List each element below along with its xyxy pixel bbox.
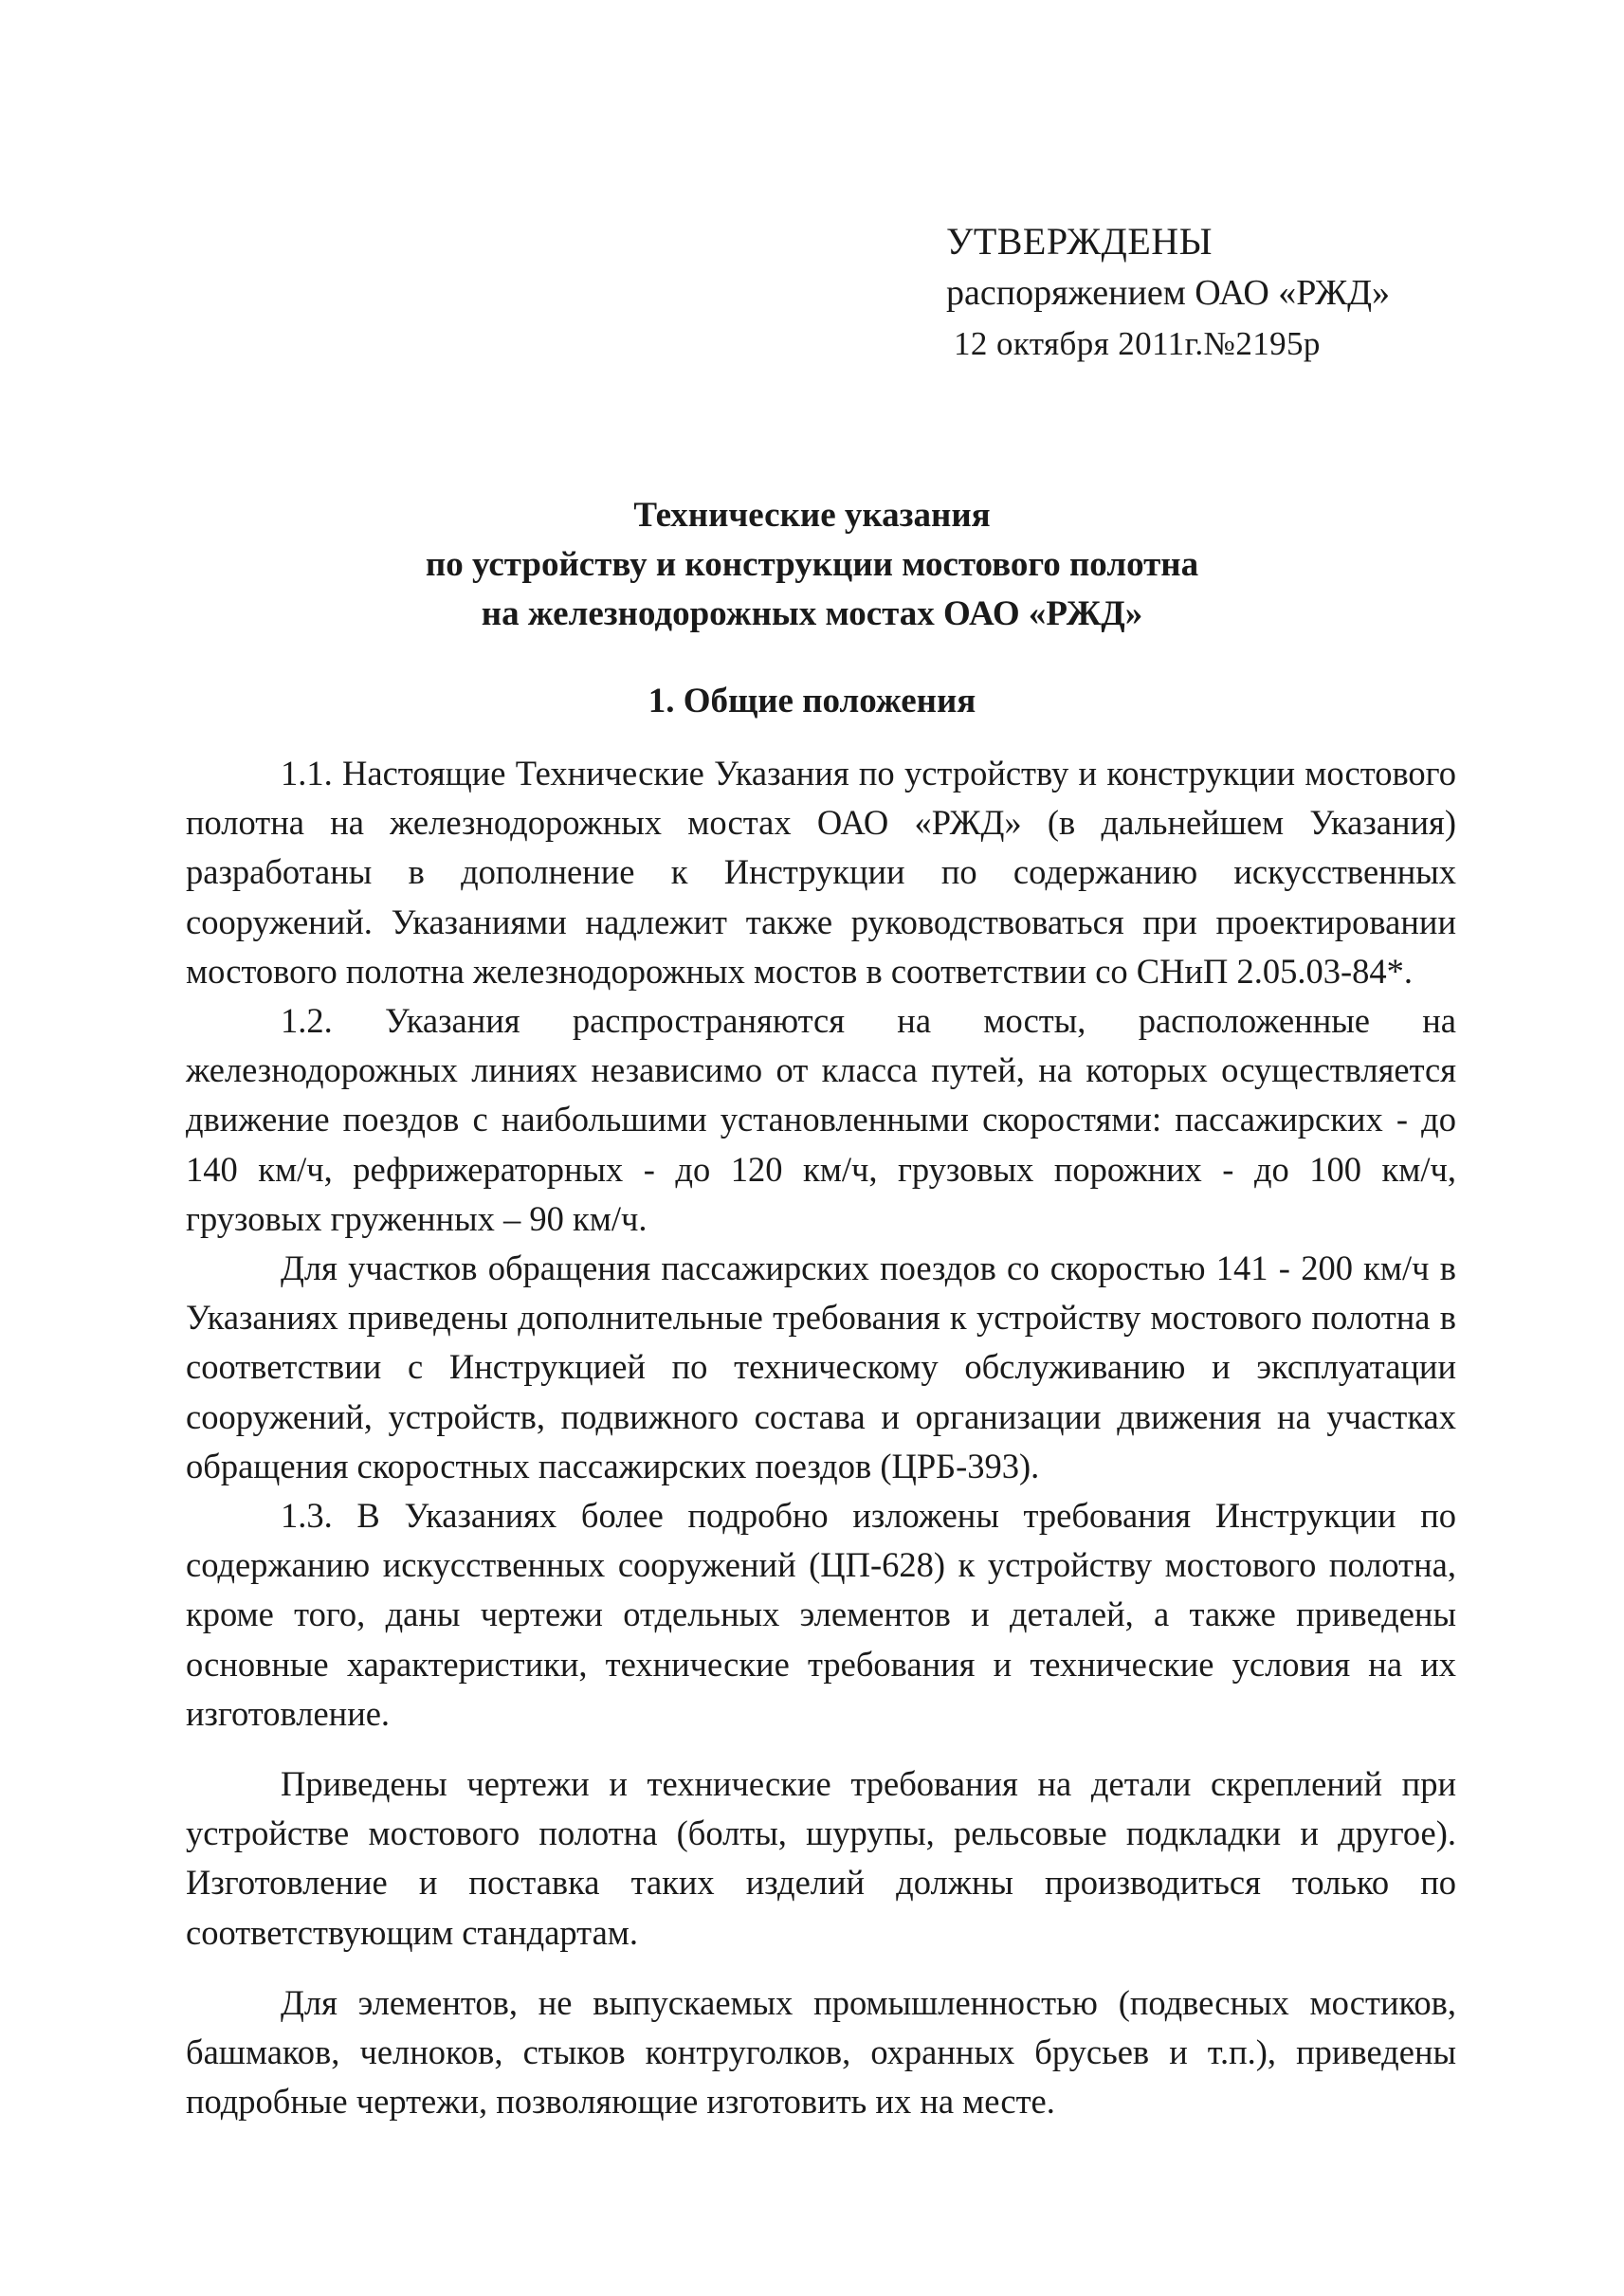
approval-authority: распоряжением ОАО «РЖД»	[946, 273, 1391, 313]
paragraph-fasteners: Приведены чертежи и технические требования на детали скреплений при устройстве мостового полотна (болты, шурупы, рельсовые подкладки и другое). Изготовление и поставка таких изделий должны производиться только по соответствующим стандартам.	[186, 1764, 1456, 1952]
paragraph-1-3: 1.3. В Указаниях более подробно изложены требования Инструкции по содержанию искусственных сооружений (ЦП-628) к устройству мостового полотна, кроме того, даны чертежи отдельных элементов и деталей, а также приведены основные характеристики, технические требования и технические условия на их изготовление.	[186, 1496, 1456, 1733]
document-body	[186, 749, 1456, 2126]
approval-date-number: 12 октября 2011г.№2195р	[954, 325, 1321, 362]
title-line-1: Технические указания	[633, 496, 991, 535]
approval-block	[946, 216, 1390, 370]
paragraph-1-1: 1.1. Настоящие Технические Указания по устройству и конструкции мостового полотна на железнодорожных мостах ОАО «РЖД» (в дальнейшем Указания) разработаны в дополнение к Инструкции по содержанию искусственных сооружений. Указаниями надлежит также руководствоваться при проектировании мостового полотна железнодорожных мостов в соответствии со СНиП 2.05.03-84*.	[186, 754, 1456, 991]
title-line-2: по устройству и конструкции мостового полотна	[425, 545, 1199, 584]
document-title	[0, 491, 1624, 639]
approval-title: УТВЕРЖДЕНЫ	[946, 220, 1213, 263]
paragraph-elements: Для элементов, не выпускаемых промышленностью (подвесных мостиков, башмаков, челноков, стыков контруголков, охранных брусьев и т.п.), приведены подробные чертежи, позволяющие изготовить их на месте.	[186, 1982, 1456, 2122]
paragraph-1-2-speed: Для участков обращения пассажирских поездов со скоростью 141 - 200 км/ч в Указаниях приведены дополнительные требования к устройству мостового полотна в соответствии с Инструкцией по техническому обслуживанию и эксплуатации сооружений, устройств, подвижного состава и организации движения на участках обращения скоростных пассажирских поездов (ЦРБ-393).	[186, 1248, 1456, 1485]
section-heading: 1. Общие положения	[648, 682, 976, 720]
title-line-3: на железнодорожных мостах ОАО «РЖД»	[481, 594, 1143, 633]
paragraph-1-2: 1.2. Указания распространяются на мосты, расположенные на железнодорожных линиях независимо от класса путей, на которых осуществляется движение поездов с наибольшими установленными скоростями: пассажирских - до 140 км/ч, рефрижераторных - до 120 км/ч, грузовых порожних - до 100 км/ч, грузовых груженных – 90 км/ч.	[186, 1001, 1456, 1238]
